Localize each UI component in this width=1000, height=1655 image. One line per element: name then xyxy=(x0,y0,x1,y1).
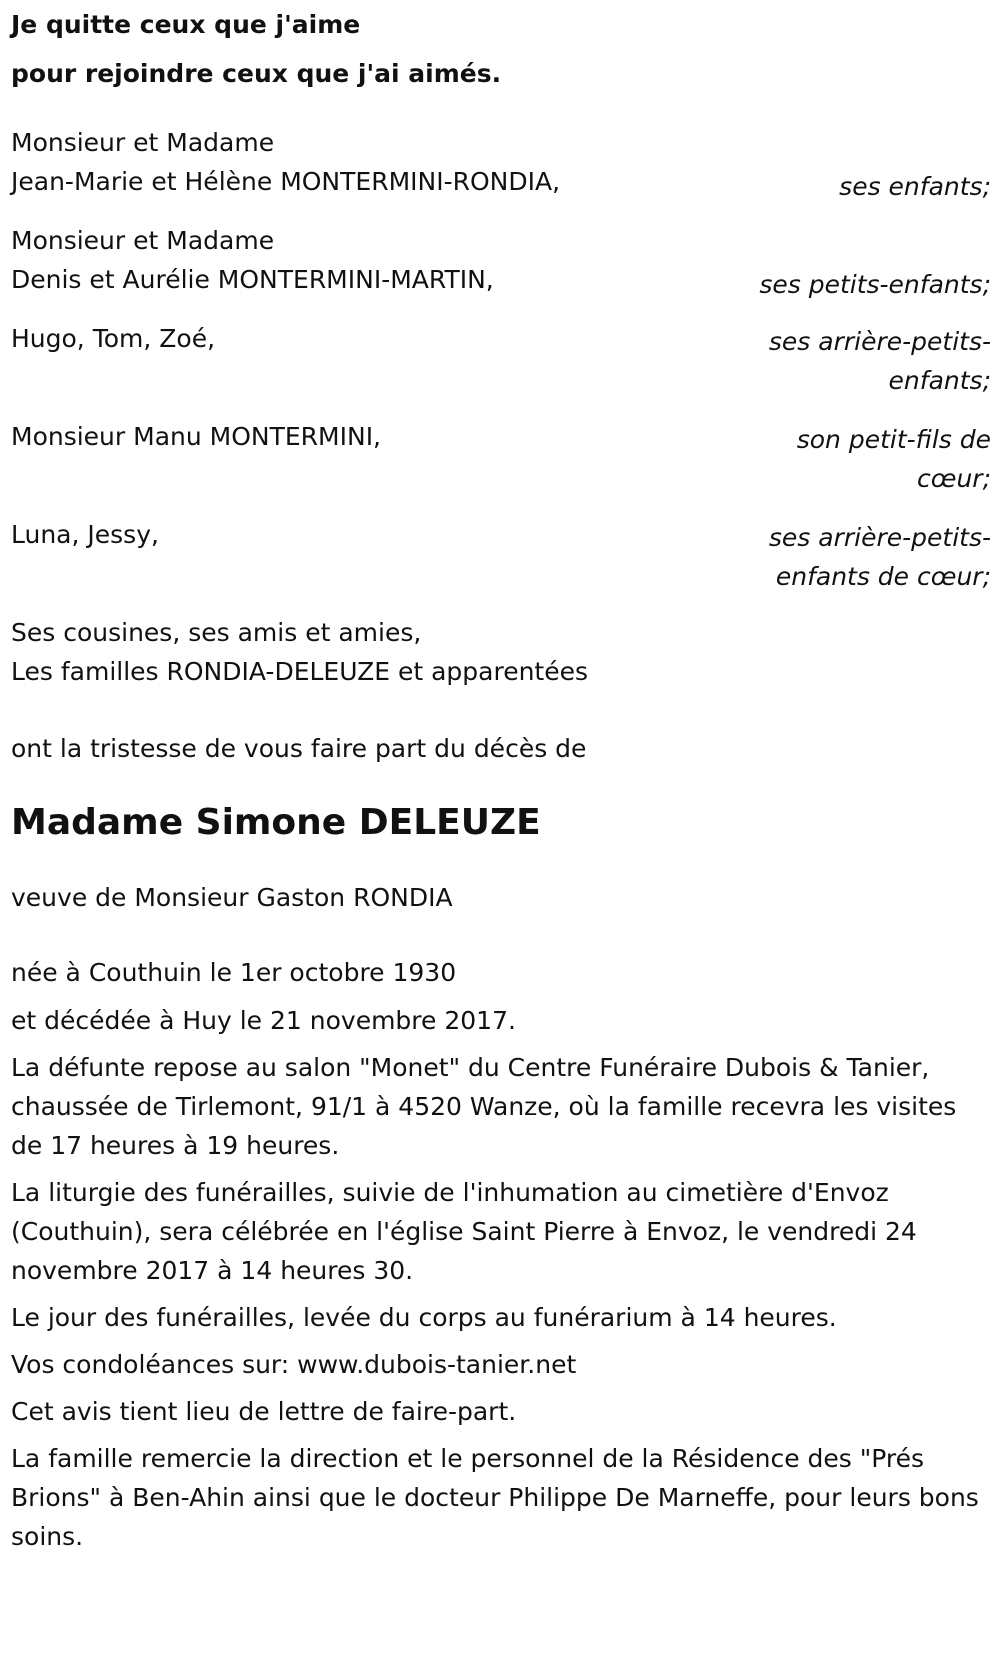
condolences-link: Vos condoléances sur: www.dubois-tanier.net xyxy=(11,1350,577,1379)
family-entry-heart-great-grandchildren xyxy=(11,515,991,613)
epigraph-line-1: Je quitte ceux que j'aime xyxy=(11,10,361,39)
relationship-label: ses petits-enfants; xyxy=(759,270,991,299)
relationship-label: son petit-fils de cœur; xyxy=(796,425,991,493)
family-entry-great-grandchildren xyxy=(11,319,991,417)
epigraph-line-2: pour rejoindre ceux que j'ai aimés. xyxy=(11,59,502,88)
family-entry-grandchildren xyxy=(11,221,991,319)
birth-info: née à Couthuin le 1er octobre 1930 xyxy=(11,958,457,987)
family-entry-line: Monsieur et Madame xyxy=(11,226,275,255)
others-line-2: Les familles RONDIA-DELEUZE et apparentées xyxy=(11,657,589,686)
widow-of: veuve de Monsieur Gaston RONDIA xyxy=(11,883,453,912)
relationship-label: ses arrière-petits-enfants; xyxy=(768,327,991,395)
family-entry-children xyxy=(11,123,991,221)
family-entry-heart-grandson xyxy=(11,417,991,515)
notice-statement: Cet avis tient lieu de lettre de faire-part. xyxy=(11,1397,517,1426)
funeral-details: La liturgie des funérailles, suivie de l'inhumation au cimetière d'Envoz (Couthuin), sera célébrée en l'église Saint Pierre à Envoz, le vendredi 24 novembre 2017 à 14 heures 30. xyxy=(11,1178,917,1285)
death-info: et décédée à Huy le 21 novembre 2017. xyxy=(11,1006,516,1035)
thanks-paragraph: La famille remercie la direction et le personnel de la Résidence des "Prés Brions" à Ben-Ahin ainsi que le docteur Philippe De Marneffe, pour leurs bons soins. xyxy=(11,1444,979,1551)
relationship-label: ses enfants; xyxy=(839,172,991,201)
family-entry-line: Luna, Jessy, xyxy=(11,520,159,549)
family-entry-line: Monsieur Manu MONTERMINI, xyxy=(11,422,382,451)
procession-details: Le jour des funérailles, levée du corps au funérarium à 14 heures. xyxy=(11,1303,837,1332)
viewing-details: La défunte repose au salon "Monet" du Centre Funéraire Dubois & Tanier, chaussée de Tirlemont, 91/1 à 4520 Wanze, où la famille recevra les visites de 17 heures à 19 heures. xyxy=(11,1053,957,1160)
obituary-notice xyxy=(11,4,991,1556)
family-entry-line: Jean-Marie et Hélène MONTERMINI-RONDIA, xyxy=(11,167,561,196)
announcement: ont la tristesse de vous faire part du décès de xyxy=(11,734,587,763)
relationship-label: ses arrière-petits-enfants de cœur; xyxy=(768,523,991,591)
deceased-name: Madame Simone DELEUZE xyxy=(11,802,541,843)
others-line-1: Ses cousines, ses amis et amies, xyxy=(11,618,422,647)
family-entry-line: Hugo, Tom, Zoé, xyxy=(11,324,216,353)
family-entry-line: Monsieur et Madame xyxy=(11,128,275,157)
family-entry-line: Denis et Aurélie MONTERMINI-MARTIN, xyxy=(11,265,494,294)
